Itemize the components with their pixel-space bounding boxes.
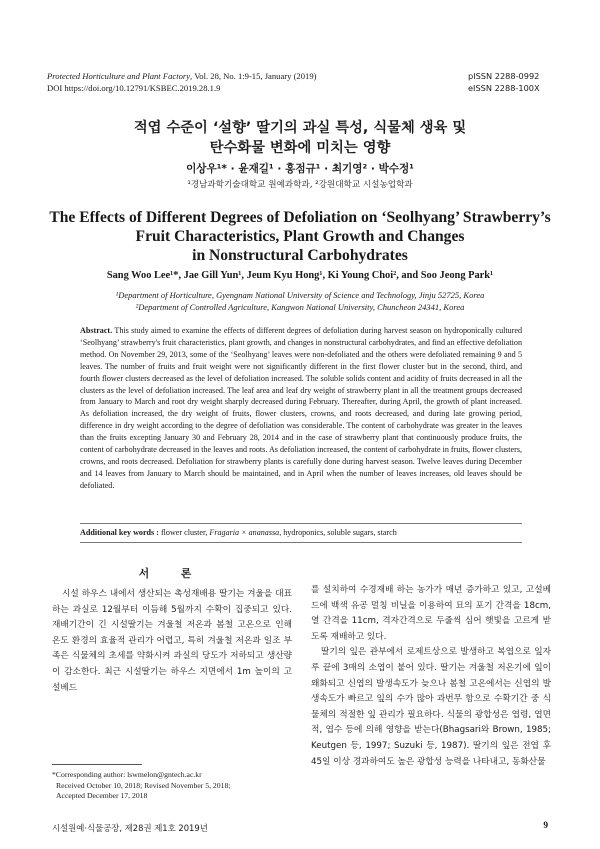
korean-title-line-2: 탄수화물 변화에 미치는 영향 xyxy=(209,140,391,156)
doi-link[interactable]: DOI https://doi.org/10.12791/KSBEC.2019.28.1.9 xyxy=(47,83,221,93)
abstract-text: This study aimed to examine the effects of different degrees of defoliation during harvest season on hydroponically cultured ‘Seolhyang’ strawberry's fruit characteristics, plant growth, and changes in nonstructural carbohydrates, and find an effective defoliation method. On November 29, 2013, some of the ‘Seolhyang’ leaves were non-defoliated and the others were defoliated remaining 9 and 5 leaves. The number of fruits and fruit weight were not significantly different in the first flower cluster but in the second, third, and fourth flower clusters decreased as the level of defoliation increased. The soluble solids content and acidity of fruits decreased in all the clusters as the level of defoliation increased. The leaf area and leaf dry weight of strawberry plant in all the treatment groups decreased from January to March and root dry weight sharply decreased during February. Thereafter, during April, the growth of plant increased. As defoliation increased, the dry weight of fruits, flower clusters, crowns, and roots decreased, and during late growing period, difference in dry weight according to the degree of defoliation was considerable. The content of carbohydrate was greater in the leaves than the fruits excepting January 30 and February 28, 2014 and in the case of strawberry plant that continuously produce fruits, the content of carbohydrate decreased in the leaves and roots. As defoliation increased, the content of carbohydrate in fruits, flower clusters, crowns, and roots decreased. Defoliation for strawberry plants is carefully done during harvest season. Twelve leaves during December and 14 leaves from January to March should be maintained, and in April when the number of leaves increases, old leaves should be defoliated. xyxy=(80,326,522,490)
english-title xyxy=(30,208,570,265)
footnote-divider xyxy=(52,764,142,765)
english-title-line-1: The Effects of Different Degrees of Defoliation on ‘Seolhyang’ Strawberry’s xyxy=(49,209,551,226)
received-dates: Received October 10, 2018; Revised November 5, 2018; xyxy=(56,780,231,790)
journal-citation xyxy=(47,70,407,82)
english-authors: Sang Woo Lee¹*, Jae Gill Yun¹, Jeum Kyu Hong¹, Ki Young Choi², and Soo Jeong Park¹ xyxy=(106,270,494,281)
english-affiliations xyxy=(30,289,570,313)
body-column-right xyxy=(311,583,551,770)
affiliation-2: ²Department of Controlled Agriculture, Kangwon National University, Chuncheon 24341, Korea xyxy=(135,302,465,312)
english-title-line-2: Fruit Characteristics, Plant Growth and Changes xyxy=(135,228,465,245)
pissn: pISSN 2288-0992 xyxy=(468,71,540,81)
english-title-line-3: in Nonstructural Carbohydrates xyxy=(192,247,408,264)
corresponding-author: *Corresponding author: lswmelon@gntech.ac.kr xyxy=(52,770,202,779)
keywords-bottom-divider xyxy=(80,542,522,543)
korean-authors: 이상우¹* · 윤재길¹ · 홍점규¹ · 최기영² · 박수정¹ xyxy=(186,163,414,175)
keywords-post: , hydroponics, soluble sugars, starch xyxy=(279,528,397,537)
page-number: 9 xyxy=(543,821,548,831)
abstract-label: Abstract. xyxy=(80,326,113,335)
accepted-date: Accepted December 17, 2018 xyxy=(56,791,148,800)
korean-affiliations: ¹경남과학기술대학교 원예과학과, ²강원대학교 시설농업학과 xyxy=(187,180,413,190)
keywords-pre: flower cluster, xyxy=(158,528,210,537)
body-paragraph: 시설 하우스 내에서 생산되는 촉성재배용 딸기는 겨울을 대표하는 과실로 12월부터 이듬해 5월까지 수확이 집중되고 있다. 재배기간이 긴 시설딸기는 겨울철 저온과 봄철 고온으로 인해 온도 환경의 효율적 관리가 어렵고, 특히 겨울철 저온과 일조 부족은 식물체의 초세를 약화시켜 과실의 당도가 저하되고 생산량이 감소한다. 최근 시설딸기는 하우스 지면에서 1m 높이의 고설베드 xyxy=(52,589,292,693)
volume-info: , Vol. 28, No. 1:9-15, January (2019) xyxy=(190,71,317,81)
keywords-species: Fragaria × ananassa xyxy=(209,528,280,537)
keywords-top-divider xyxy=(80,523,522,524)
korean-title-line-1: 적엽 수준이 ‘설향’ 딸기의 과실 특성, 식물체 생육 및 xyxy=(133,120,467,136)
footnote xyxy=(52,770,292,802)
body-column-left xyxy=(52,587,292,696)
korean-title xyxy=(40,118,560,158)
body-paragraph: 딸기의 잎은 관부에서 로제트상으로 발생하고 복엽으로 잎자루 끝에 3매의 소엽이 붙어 있다. 딸기는 겨울철 저온기에 잎이 왜화되고 신엽의 발생속도가 늦으나 봄철 고온에서는 신엽의 발생속도가 빠르고 잎의 수가 많아 과번무 함으로 수확기간 중 식물체의 적절한 잎 관리가 필요하다. 식물의 광합성은 엽령, 엽면적, 엽수 등에 의해 영향을 받는다(Bhagsari와 Brown, 1985; Keutgen 등, 1997; Suzuki 등, 1987). 딸기의 잎은 전엽 후 45일 이상 경과하여도 높은 광합성 능력을 나타내고, 동화산물 xyxy=(311,647,551,767)
affiliation-1: ¹Department of Horticulture, Gyengnam National University of Science and Technology, Jinju 52725, Korea xyxy=(115,290,485,300)
journal-name: Protected Horticulture and Plant Factory xyxy=(47,71,191,81)
journal-header xyxy=(47,70,407,94)
body-paragraph: 를 설치하여 수경재배 하는 농가가 매년 증가하고 있고, 고설베드에 백색 유공 멀칭 비닐을 이용하여 묘의 포기 간격을 18cm, 열 간격을 11cm, 격자간격으로 두줄씩 심어 햇빛을 고르게 받도록 재배하고 있다. xyxy=(311,585,551,642)
issn-block xyxy=(468,70,548,94)
keywords-label: Additional key words : xyxy=(80,528,159,537)
abstract xyxy=(80,325,522,492)
section-title-introduction: 서 론 xyxy=(138,567,206,580)
keywords xyxy=(80,527,522,539)
footer-journal: 시설원예·식물공장, 제28권 제1호 2019년 xyxy=(52,823,208,833)
eissn: eISSN 2288-100X xyxy=(468,83,540,93)
